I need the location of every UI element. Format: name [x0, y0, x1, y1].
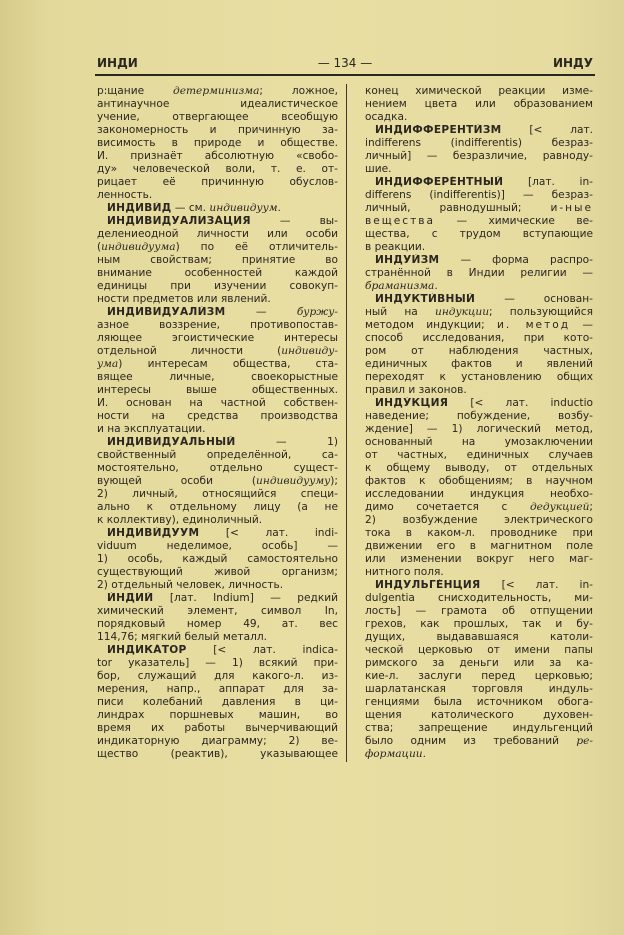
- text-segment: делениеодной личности или особи: [97, 228, 338, 240]
- text-segment: ности предметов или явлений.: [97, 293, 271, 305]
- text-segment: — вы-: [250, 215, 338, 227]
- text-segment: ;: [589, 501, 593, 513]
- text-line: [97, 605, 338, 618]
- text-line: [97, 709, 338, 722]
- text-line: [97, 293, 338, 306]
- text-line: [97, 228, 338, 241]
- text-segment: — химические ве-: [435, 215, 593, 227]
- text-line: [365, 592, 593, 605]
- text-segment: римского за деньги или за ка-: [365, 657, 593, 669]
- text-line: [365, 735, 593, 748]
- text-line: [97, 592, 338, 605]
- text-segment: ности на средства производства: [97, 410, 338, 422]
- text-line: [365, 371, 593, 384]
- text-line: [97, 163, 338, 176]
- right-column: [365, 85, 593, 761]
- text-segment: ) интересам общества, ста-: [118, 358, 338, 370]
- text-segment: щества, с трудом вступающие: [365, 228, 593, 240]
- text-line: [365, 683, 593, 696]
- text-segment: 1) особь, каждый самостоятельно: [97, 553, 338, 565]
- text-line: [365, 358, 593, 371]
- text-line: [365, 449, 593, 462]
- text-segment: конец химической реакции изме-: [365, 85, 593, 97]
- text-line: [97, 241, 338, 254]
- italic-term: формации.: [365, 748, 426, 760]
- text-segment: ный на: [365, 306, 435, 318]
- text-segment: [< лат. indi-: [199, 527, 338, 539]
- text-line: [365, 228, 593, 241]
- text-line: [97, 98, 338, 111]
- text-segment: — основан-: [475, 293, 593, 305]
- text-segment: — 1): [235, 436, 338, 448]
- text-segment: бор, служащий для какого-л. из-: [97, 670, 338, 682]
- text-segment: наведение; побуждение, возбу-: [365, 410, 593, 422]
- text-line: [97, 722, 338, 735]
- text-segment: тока в каком-л. проводнике при: [365, 527, 593, 539]
- headword: ИНДИВИ́ДУУМ: [107, 527, 200, 539]
- text-line: [97, 449, 338, 462]
- italic-term: индивидуума: [101, 241, 176, 253]
- text-line: [365, 163, 593, 176]
- headword: И́НДИЙ: [107, 592, 154, 604]
- text-line: [97, 215, 338, 228]
- text-segment: [< лат. in-: [480, 579, 593, 591]
- text-line: [365, 111, 593, 124]
- text-segment: );: [330, 475, 338, 487]
- text-line: [365, 501, 593, 514]
- text-segment: viduum неделимое, особь] —: [97, 540, 338, 552]
- italic-term: индукции: [435, 306, 490, 318]
- text-segment: исследовании индукция необхо-: [365, 488, 593, 500]
- text-line: [97, 644, 338, 657]
- text-segment: tor указатель] — 1) всякий при-: [97, 657, 338, 669]
- text-line: [365, 553, 593, 566]
- text-segment: было одним из требований: [365, 735, 577, 747]
- text-line: [97, 384, 338, 397]
- text-segment: ческой церковью от имени папы: [365, 644, 593, 656]
- text-line: [97, 371, 338, 384]
- headword: ИНДИВИДУАЛИЗА́ЦИЯ: [107, 215, 251, 227]
- text-segment: (: [97, 241, 102, 253]
- header-rule: [95, 74, 595, 76]
- text-line: [97, 514, 338, 527]
- text-line: [97, 410, 338, 423]
- text-segment: правил и законов.: [365, 384, 467, 396]
- text-segment: 2) отдельный человек, личность.: [97, 579, 284, 591]
- text-segment: единичных фактов и явлений: [365, 358, 593, 370]
- spaced-phrase: и. метод: [496, 319, 571, 331]
- text-segment: шарлатанская торговля индуль-: [365, 683, 593, 695]
- left-column: [97, 85, 338, 761]
- text-line: [97, 631, 338, 644]
- page-number: — 134 —: [317, 56, 373, 70]
- text-line: [97, 501, 338, 514]
- text-line: [97, 488, 338, 501]
- text-line: [97, 540, 338, 553]
- text-segment: фактов к обобщениям; в научном: [365, 475, 593, 487]
- text-line: [365, 579, 593, 592]
- text-segment: лость] — грамота об отпущении: [365, 605, 593, 617]
- headword: ИНДУКТИ́ВНЫЙ: [375, 293, 476, 305]
- spaced-phrase: и-ные: [550, 202, 593, 214]
- text-line: [97, 670, 338, 683]
- text-segment: [лат. in-: [503, 176, 593, 188]
- text-line: [365, 397, 593, 410]
- text-line: [365, 137, 593, 150]
- text-segment: — форма распро-: [439, 254, 593, 266]
- text-line: [365, 306, 593, 319]
- text-line: [97, 202, 338, 215]
- italic-term: индивидуум.: [209, 202, 281, 214]
- text-line: [97, 579, 338, 592]
- text-segment: к общему выводу, от отдельных: [365, 462, 593, 474]
- text-segment: свойственный определённой, са-: [97, 449, 338, 461]
- text-segment: — см.: [171, 202, 210, 214]
- text-line: [97, 683, 338, 696]
- text-line: [97, 462, 338, 475]
- headword: ИНДИФФЕРЕНТИ́ЗМ: [375, 124, 502, 136]
- text-line: [365, 709, 593, 722]
- text-line: [97, 618, 338, 631]
- italic-term: ума: [97, 358, 119, 370]
- text-segment: димо сочетается с: [365, 501, 530, 513]
- text-line: [365, 267, 593, 280]
- text-line: [365, 85, 593, 98]
- text-segment: ным свойствам; принятие во: [97, 254, 338, 266]
- text-segment: в реакции.: [365, 241, 426, 253]
- text-segment: [лат. Indium] — редкий: [153, 592, 338, 604]
- text-line: [365, 215, 593, 228]
- text-line: [97, 280, 338, 293]
- text-segment: генциями была источником обога-: [365, 696, 593, 708]
- text-segment: странённой в Индии религии —: [365, 267, 593, 279]
- text-line: [365, 462, 593, 475]
- headword: ИНДУ́КЦИЯ: [375, 397, 449, 409]
- text-line: [365, 514, 593, 527]
- text-line: [365, 423, 593, 436]
- text-segment: висимость в природе и обществе.: [97, 137, 338, 149]
- headword: ИНДУЛЬГЕ́НЦИЯ: [375, 579, 481, 591]
- text-segment: внимание особенностей каждой: [97, 267, 338, 279]
- text-line: [97, 332, 338, 345]
- text-line: [365, 670, 593, 683]
- italic-term: буржу-: [296, 306, 338, 318]
- text-segment: —: [570, 319, 593, 331]
- text-segment: личный] — безразличие, равноду-: [365, 150, 593, 162]
- text-line: [97, 657, 338, 670]
- text-segment: ; ложное,: [259, 85, 338, 97]
- left-guide-word: ИНДИ: [97, 56, 138, 70]
- text-segment: щения католического духовен-: [365, 709, 593, 721]
- text-segment: И. основан на частной собствен-: [97, 397, 338, 409]
- text-line: [365, 176, 593, 189]
- text-line: [97, 748, 338, 761]
- text-segment: от частных, единичных случаев: [365, 449, 593, 461]
- headword: ИНДИВИДУАЛИ́ЗМ: [107, 306, 226, 318]
- text-line: [365, 410, 593, 423]
- text-segment: движении его в магнитном поле: [365, 540, 593, 552]
- text-segment: dulgentia снисходительность, ми-: [365, 592, 593, 604]
- text-segment: ства; запрещение индульгенций: [365, 722, 593, 734]
- text-line: [97, 85, 338, 98]
- text-segment: методом индукции;: [365, 319, 497, 331]
- text-segment: рицает её причинную обуслов-: [97, 176, 338, 188]
- text-segment: [< лат. indica-: [186, 644, 338, 656]
- text-segment: вующей особи (: [97, 475, 257, 487]
- text-line: [365, 605, 593, 618]
- headword: ИНДИВИДУА́ЛЬНЫЙ: [107, 436, 236, 448]
- text-line: [365, 293, 593, 306]
- italic-term: индивиду-: [281, 345, 338, 357]
- text-line: [365, 189, 593, 202]
- text-segment: ду» человеческой воли, т. е. от-: [97, 163, 338, 175]
- text-segment: и на эксплуатации.: [97, 423, 206, 435]
- text-segment: химический элемент, символ In,: [97, 605, 338, 617]
- text-line: [97, 397, 338, 410]
- text-line: [97, 423, 338, 436]
- italic-term: браманизма.: [365, 280, 438, 292]
- text-line: [365, 618, 593, 631]
- text-segment: ждение] — 1) логический метод,: [365, 423, 593, 435]
- text-segment: нением цвета или образованием: [365, 98, 593, 110]
- text-line: [97, 189, 338, 202]
- text-line: [97, 358, 338, 371]
- text-segment: ляющее эгоистические интересы: [97, 332, 338, 344]
- text-line: [365, 384, 593, 397]
- text-segment: переходят к установлению общих: [365, 371, 593, 383]
- text-line: [365, 566, 593, 579]
- text-segment: нитного поля.: [365, 566, 444, 578]
- text-line: [97, 137, 338, 150]
- text-line: [97, 345, 338, 358]
- text-line: [365, 475, 593, 488]
- text-line: [97, 566, 338, 579]
- text-line: [97, 124, 338, 137]
- text-line: [365, 631, 593, 644]
- text-segment: кие-л. заслуги перед церковью;: [365, 670, 593, 682]
- headword: ИНДИВИ́Д: [107, 202, 172, 214]
- headword: ИНДИКА́ТОР: [107, 644, 187, 656]
- text-segment: мостоятельно, отдельно сущест-: [97, 462, 338, 474]
- text-segment: мерения, напр., аппарат для за-: [97, 683, 338, 695]
- text-line: [365, 319, 593, 332]
- text-line: [97, 150, 338, 163]
- text-line: [365, 124, 593, 137]
- text-segment: вящее личные, своекорыстные: [97, 371, 338, 383]
- text-line: [365, 98, 593, 111]
- text-segment: антинаучное идеалистическое: [97, 98, 338, 110]
- text-segment: время их работы вычерчивающий: [97, 722, 338, 734]
- text-line: [365, 527, 593, 540]
- text-line: [97, 475, 338, 488]
- text-segment: [< лат. inductio: [448, 397, 593, 409]
- text-segment: 2) личный, относящийся специ-: [97, 488, 338, 500]
- headword: ИНДИФФЕРЕ́НТНЫЙ: [375, 176, 504, 188]
- spaced-phrase: вещества: [365, 215, 435, 227]
- text-line: [365, 280, 593, 293]
- text-segment: или изменении вокруг него маг-: [365, 553, 593, 565]
- text-segment: личный, равнодушный;: [365, 202, 551, 214]
- text-segment: грехов, как прошлых, так и бу-: [365, 618, 593, 630]
- text-segment: р:щание: [97, 85, 174, 97]
- text-line: [365, 696, 593, 709]
- italic-term: индивидууму: [256, 475, 331, 487]
- text-line: [97, 254, 338, 267]
- headword: ИНДУИ́ЗМ: [375, 254, 440, 266]
- text-line: [365, 540, 593, 553]
- text-line: [97, 306, 338, 319]
- text-segment: шие.: [365, 163, 392, 175]
- right-guide-word: ИНДУ: [552, 56, 593, 70]
- text-segment: ром от наблюдения частных,: [365, 345, 593, 357]
- text-segment: способ исследования, при кото-: [365, 332, 593, 344]
- text-line: [97, 527, 338, 540]
- text-line: [365, 748, 593, 761]
- text-segment: основанный на умозаключении: [365, 436, 593, 448]
- text-segment: закономерность и причинную за-: [97, 124, 338, 136]
- text-segment: отдельной личности (: [97, 345, 282, 357]
- text-line: [365, 150, 593, 163]
- text-segment: осадка.: [365, 111, 408, 123]
- text-segment: ) по её отличитель-: [175, 241, 338, 253]
- text-segment: 2) возбуждение электрического: [365, 514, 593, 526]
- text-segment: азное воззрение, противопостав-: [97, 319, 338, 331]
- italic-term: ре-: [576, 735, 593, 747]
- text-segment: И. признаёт абсолютную «свобо-: [97, 150, 338, 162]
- text-segment: интересы выше общественных.: [97, 384, 338, 396]
- text-line: [97, 267, 338, 280]
- text-line: [365, 488, 593, 501]
- running-header: [97, 56, 593, 72]
- text-line: [365, 241, 593, 254]
- text-line: [97, 553, 338, 566]
- text-line: [365, 254, 593, 267]
- text-line: [97, 111, 338, 124]
- italic-term: дедукцией: [529, 501, 590, 513]
- text-segment: [< лат.: [501, 124, 593, 136]
- text-line: [97, 319, 338, 332]
- italic-term: детерминизма: [173, 85, 260, 97]
- text-segment: единицы при изучении совокуп-: [97, 280, 338, 292]
- text-line: [97, 176, 338, 189]
- text-segment: щество (реактив), указывающее: [97, 748, 338, 760]
- text-line: [97, 696, 338, 709]
- column-divider: [346, 84, 347, 762]
- text-segment: ленность.: [97, 189, 153, 201]
- text-segment: индикаторную диаграмму; 2) ве-: [97, 735, 338, 747]
- text-line: [365, 644, 593, 657]
- text-line: [365, 657, 593, 670]
- text-line: [97, 735, 338, 748]
- text-line: [365, 332, 593, 345]
- text-segment: 114,76; мягкий белый металл.: [97, 631, 267, 643]
- text-line: [365, 345, 593, 358]
- text-segment: порядковый номер 49, ат. вес: [97, 618, 338, 630]
- text-segment: differens (indifferentis)] — безраз-: [365, 189, 593, 201]
- text-segment: indifferens (indifferentis) безраз-: [365, 137, 593, 149]
- text-line: [97, 436, 338, 449]
- text-segment: учение, отвергающее всеобщую: [97, 111, 338, 123]
- text-line: [365, 202, 593, 215]
- text-segment: дущих, выдававшаяся католи-: [365, 631, 593, 643]
- text-segment: существующий живой организм;: [97, 566, 338, 578]
- text-segment: линдрах поршневых машин, во: [97, 709, 338, 721]
- text-segment: —: [225, 306, 297, 318]
- text-segment: ально к отдельному лицу (а не: [97, 501, 338, 513]
- text-segment: писи колебаний давления в ци-: [97, 696, 338, 708]
- text-segment: к коллективу), единоличный.: [97, 514, 263, 526]
- text-segment: ; пользующийся: [489, 306, 593, 318]
- text-line: [365, 436, 593, 449]
- text-line: [365, 722, 593, 735]
